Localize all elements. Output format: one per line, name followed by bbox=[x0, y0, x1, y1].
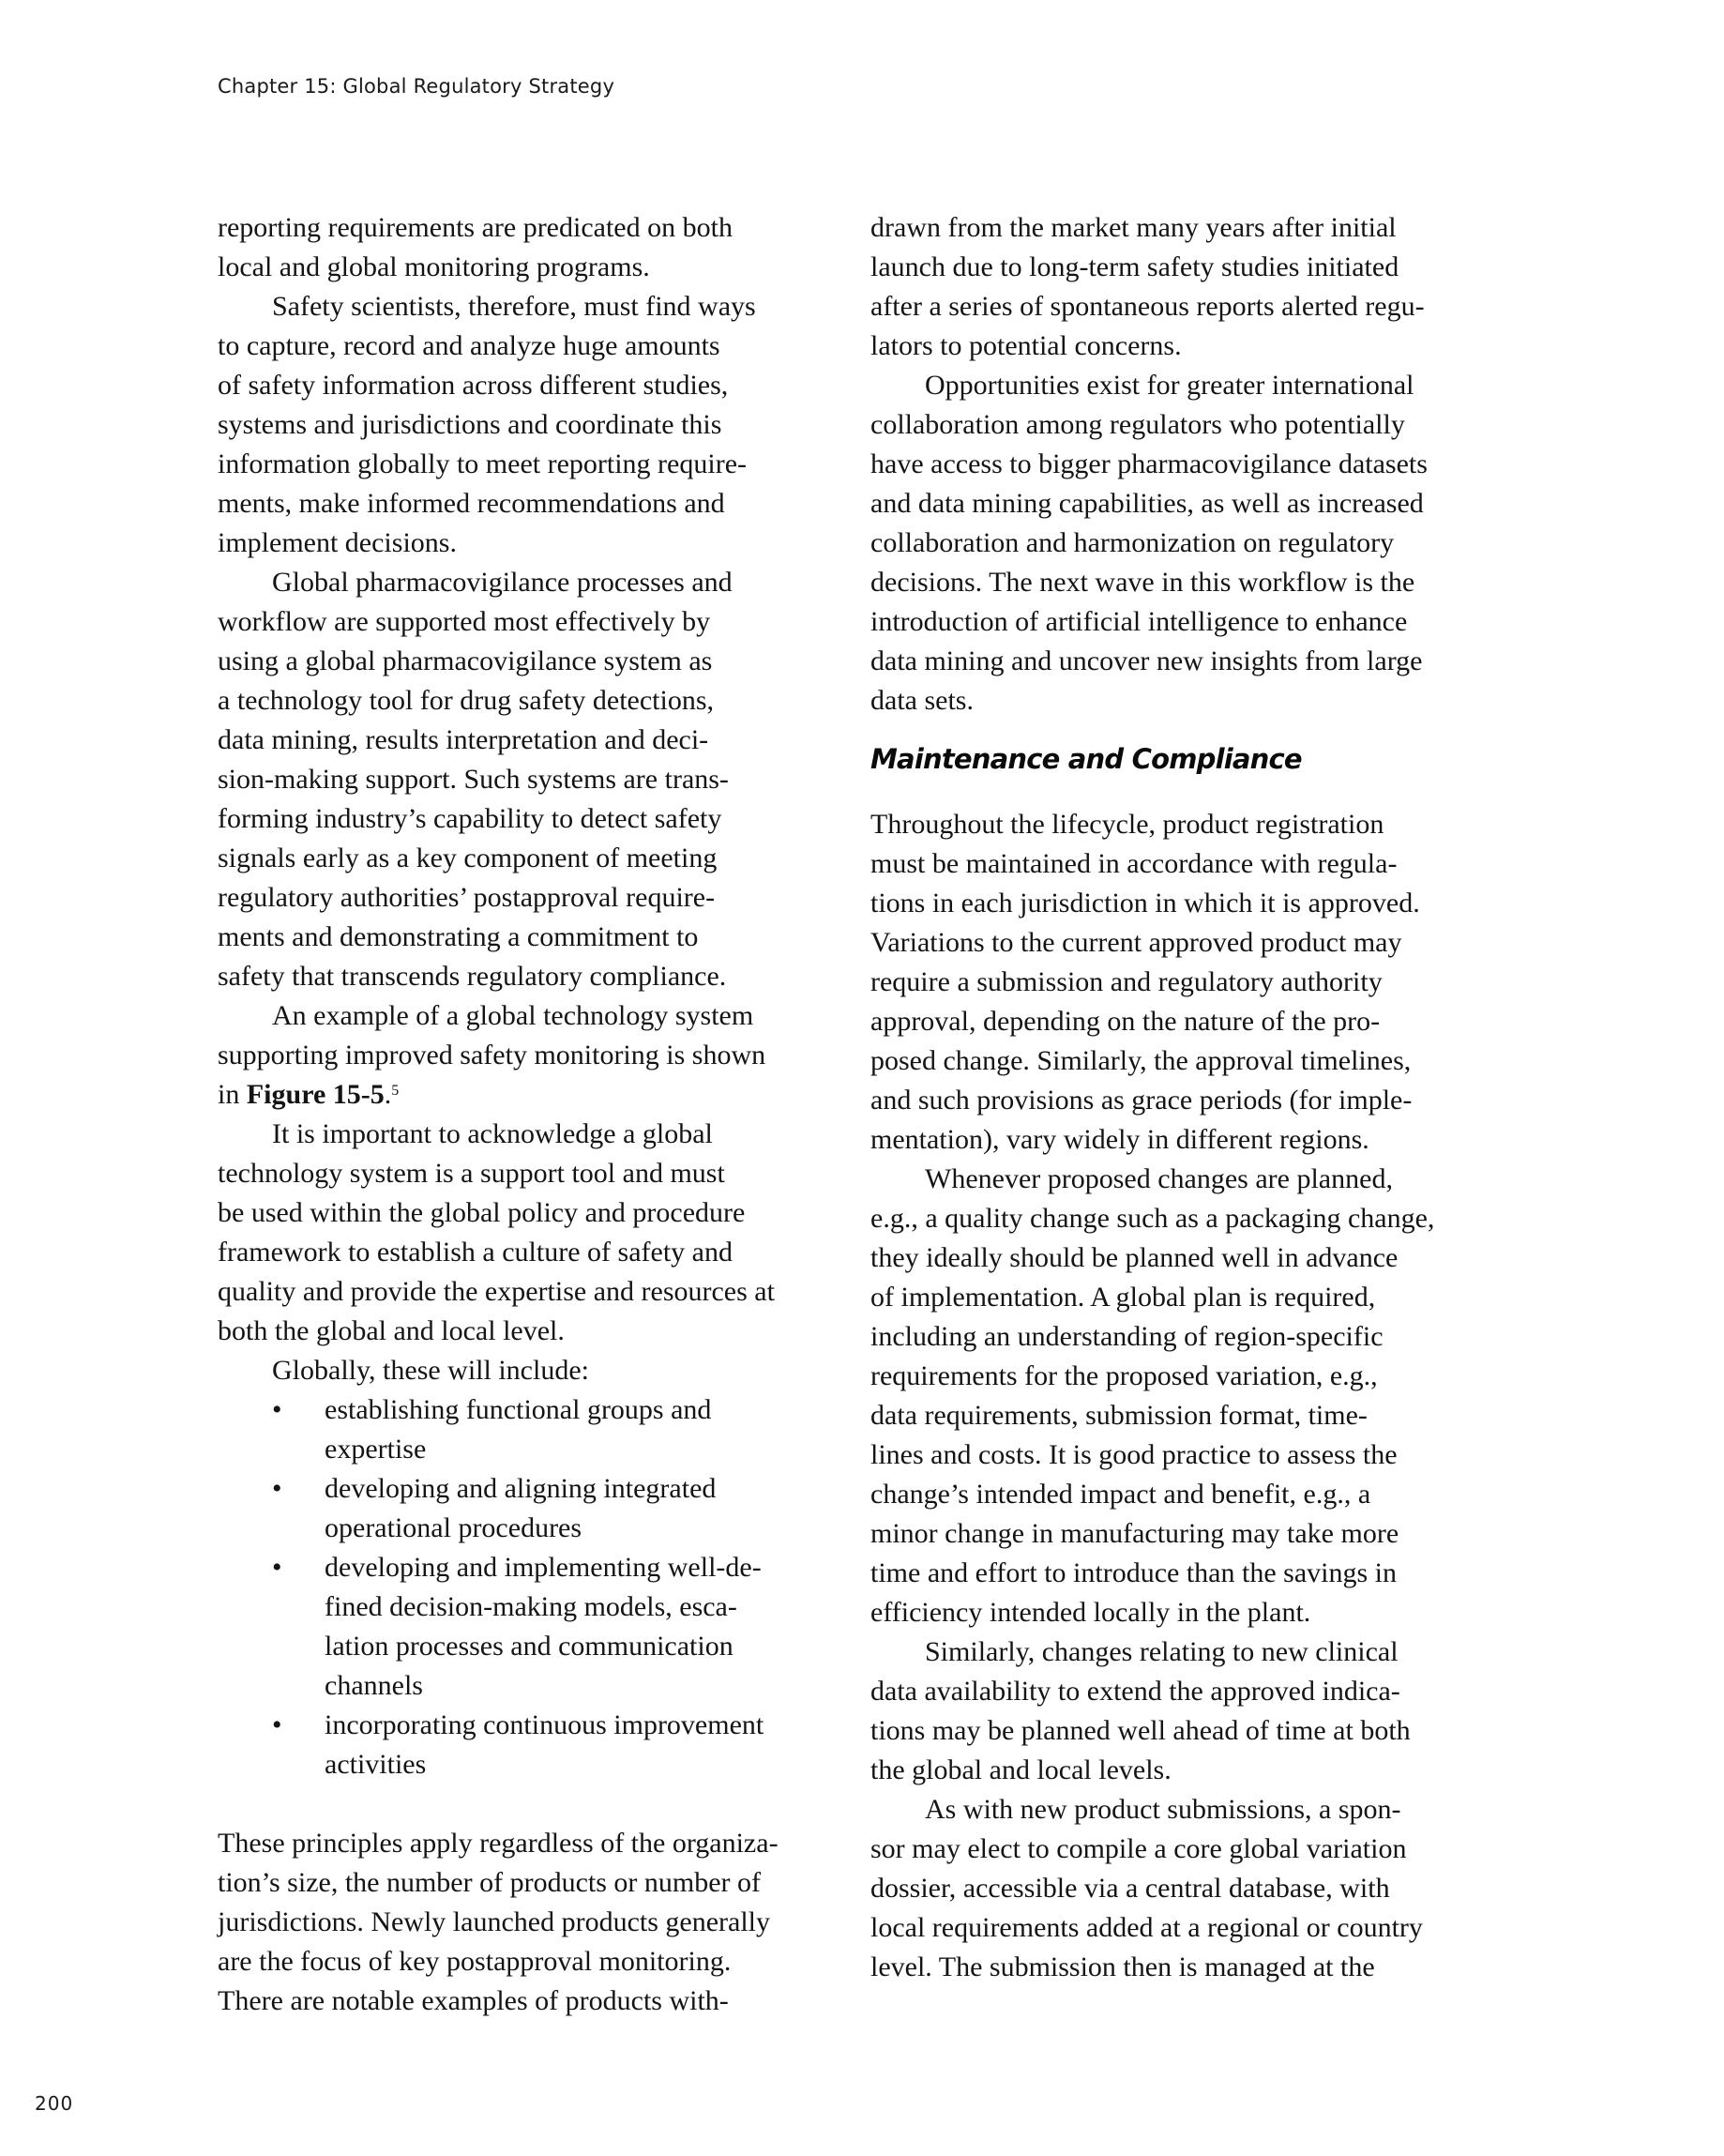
text-line: implement decisions. bbox=[218, 527, 457, 558]
list-item-text: activities bbox=[325, 1749, 427, 1780]
text-line: It is important to acknowledge a global bbox=[272, 1118, 713, 1149]
text-line bbox=[218, 1627, 827, 1666]
text-line: of safety information across different studies, bbox=[218, 370, 729, 401]
text-line: they ideally should be planned well in advance bbox=[870, 1242, 1399, 1273]
text-line: data sets. bbox=[870, 685, 974, 716]
text-line: tions in each jurisdiction in which it is approved. bbox=[870, 888, 1420, 919]
paragraph bbox=[218, 1115, 827, 1351]
text-line: efficiency intended locally in the plant. bbox=[870, 1597, 1311, 1628]
list-item bbox=[218, 1706, 827, 1784]
text-line: Variations to the current approved product may bbox=[870, 927, 1402, 958]
text-line: dossier, accessible via a central database, with bbox=[870, 1873, 1390, 1904]
text-line: collaboration and harmonization on regulatory bbox=[870, 527, 1395, 558]
text-line bbox=[218, 1587, 827, 1627]
text-line: using a global pharmacovigilance system as bbox=[218, 645, 713, 676]
paragraph bbox=[870, 366, 1490, 721]
text-line: workflow are supported most effectively by bbox=[218, 606, 711, 637]
paragraph bbox=[218, 996, 827, 1115]
text-line: are the focus of key postapproval monitoring. bbox=[218, 1946, 732, 1977]
text-line bbox=[218, 1430, 827, 1469]
text-line: tion’s size, the number of products or number of bbox=[218, 1867, 762, 1898]
list-item-text: expertise bbox=[325, 1434, 427, 1465]
text-line: Opportunities exist for greater international bbox=[925, 370, 1414, 401]
text-line: drawn from the market many years after initial bbox=[870, 212, 1397, 243]
list-item bbox=[218, 1469, 827, 1548]
text-line: a technology tool for drug safety detections, bbox=[218, 685, 715, 716]
footnote-marker[interactable]: 5 bbox=[391, 1083, 400, 1099]
text-line: must be maintained in accordance with regula- bbox=[870, 848, 1398, 879]
text-line: minor change in manufacturing may take more bbox=[870, 1518, 1399, 1549]
paragraph bbox=[218, 1351, 827, 1390]
text-line: and data mining capabilities, as well as increased bbox=[870, 488, 1424, 519]
text-line: data mining, results interpretation and deci- bbox=[218, 724, 709, 755]
text-fragment: . bbox=[384, 1079, 392, 1110]
text-fragment: in bbox=[218, 1079, 247, 1110]
text-line: tions may be planned well ahead of time at both bbox=[870, 1715, 1411, 1746]
list-item-text: developing and implementing well-de- bbox=[325, 1552, 762, 1583]
text-line: local and global monitoring programs. bbox=[218, 251, 650, 282]
text-line bbox=[218, 1390, 827, 1430]
figure-reference-link[interactable]: Figure 15-5 bbox=[246, 1079, 385, 1110]
bullet-icon: • bbox=[272, 1709, 282, 1740]
text-line: Similarly, changes relating to new clinical bbox=[925, 1636, 1399, 1667]
list-item-text: lation processes and communication bbox=[325, 1631, 733, 1662]
text-line: As with new product submissions, a spon- bbox=[925, 1794, 1401, 1825]
text-line: systems and jurisdictions and coordinate this bbox=[218, 409, 722, 440]
paragraph bbox=[218, 208, 827, 287]
text-line: lators to potential concerns. bbox=[870, 330, 1182, 361]
text-line bbox=[218, 1548, 827, 1587]
text-line: collaboration among regulators who potentially bbox=[870, 409, 1405, 440]
text-line: posed change. Similarly, the approval timelines, bbox=[870, 1045, 1412, 1076]
text-line: decisions. The next wave in this workflow is the bbox=[870, 567, 1415, 598]
text-line: to capture, record and analyze huge amounts bbox=[218, 330, 720, 361]
text-line: lines and costs. It is good practice to assess the bbox=[870, 1439, 1398, 1470]
text-line bbox=[218, 1666, 827, 1706]
paragraph bbox=[870, 805, 1490, 1160]
paragraph bbox=[218, 1824, 827, 2021]
bullet-icon: • bbox=[272, 1394, 282, 1425]
text-line: and such provisions as grace periods (for imple- bbox=[870, 1085, 1413, 1116]
text-line: forming industry’s capability to detect safety bbox=[218, 803, 722, 834]
text-line: have access to bigger pharmacovigilance datasets bbox=[870, 448, 1428, 479]
text-line: jurisdictions. Newly launched products generally bbox=[218, 1906, 771, 1937]
text-line: change’s intended impact and benefit, e.g., a bbox=[870, 1479, 1371, 1510]
text-line: the global and local levels. bbox=[870, 1754, 1172, 1785]
text-line: e.g., a quality change such as a packaging change, bbox=[870, 1203, 1435, 1234]
text-line: time and effort to introduce than the savings in bbox=[870, 1557, 1397, 1588]
text-line bbox=[218, 1509, 827, 1548]
paragraph bbox=[218, 563, 827, 996]
right-column bbox=[870, 208, 1490, 1987]
paragraph bbox=[870, 1632, 1490, 1790]
list-item-text: channels bbox=[325, 1670, 423, 1701]
text-line bbox=[218, 1075, 827, 1115]
text-line: These principles apply regardless of the organiza- bbox=[218, 1828, 779, 1859]
text-line: level. The submission then is managed at the bbox=[870, 1951, 1375, 1982]
text-line: regulatory authorities’ postapproval require- bbox=[218, 882, 716, 913]
text-line: data requirements, submission format, time- bbox=[870, 1400, 1368, 1431]
text-line: reporting requirements are predicated on both bbox=[218, 212, 733, 243]
list-item bbox=[218, 1390, 827, 1469]
text-line: safety that transcends regulatory compliance. bbox=[218, 961, 727, 992]
text-line: of implementation. A global plan is required, bbox=[870, 1282, 1376, 1313]
text-line: technology system is a support tool and must bbox=[218, 1158, 725, 1189]
section-heading: Maintenance and Compliance bbox=[870, 743, 1302, 775]
text-line: after a series of spontaneous reports alerted regu- bbox=[870, 291, 1425, 322]
list-item-text: fined decision-making models, esca- bbox=[325, 1591, 737, 1622]
text-line: approval, depending on the nature of the pro- bbox=[870, 1006, 1381, 1037]
text-line: be used within the global policy and procedure bbox=[218, 1197, 746, 1228]
spacer bbox=[218, 1784, 827, 1824]
text-line: require a submission and regulatory authority bbox=[870, 966, 1383, 997]
bullet-icon: • bbox=[272, 1473, 282, 1504]
text-line: An example of a global technology system bbox=[272, 1000, 754, 1031]
text-line: signals early as a key component of meeting bbox=[218, 843, 718, 873]
paragraph bbox=[218, 287, 827, 563]
paragraph bbox=[870, 1160, 1490, 1632]
list-item bbox=[218, 1548, 827, 1706]
text-line: sion-making support. Such systems are trans- bbox=[218, 764, 729, 795]
text-line: including an understanding of region-specific bbox=[870, 1321, 1384, 1352]
text-line: launch due to long-term safety studies initiated bbox=[870, 251, 1399, 282]
text-line: framework to establish a culture of safety and bbox=[218, 1237, 733, 1268]
text-line: Globally, these will include: bbox=[272, 1355, 589, 1386]
text-line: ments and demonstrating a commitment to bbox=[218, 921, 699, 952]
paragraph bbox=[870, 208, 1490, 366]
text-line: There are notable examples of products with- bbox=[218, 1985, 729, 2016]
list-item-text: developing and aligning integrated bbox=[325, 1473, 717, 1504]
text-line: mentation), vary widely in different regions. bbox=[870, 1124, 1369, 1155]
text-line: sor may elect to compile a core global variation bbox=[870, 1833, 1407, 1864]
list-item-text: establishing functional groups and bbox=[325, 1394, 712, 1425]
running-head: Chapter 15: Global Regulatory Strategy bbox=[218, 75, 615, 98]
text-line: Throughout the lifecycle, product registration bbox=[870, 809, 1384, 840]
text-line: both the global and local level. bbox=[218, 1315, 565, 1346]
text-line bbox=[218, 1745, 827, 1784]
text-line: data availability to extend the approved indica- bbox=[870, 1676, 1400, 1707]
text-line: Safety scientists, therefore, must find ways bbox=[272, 291, 756, 322]
list-item-text: operational procedures bbox=[325, 1512, 582, 1543]
text-line bbox=[218, 1706, 827, 1745]
list-item-text: incorporating continuous improvement bbox=[325, 1709, 764, 1740]
text-line: introduction of artificial intelligence to enhance bbox=[870, 606, 1408, 637]
page-number: 200 bbox=[35, 2092, 74, 2115]
text-line: quality and provide the expertise and resources at bbox=[218, 1276, 775, 1307]
text-line: local requirements added at a regional or country bbox=[870, 1912, 1423, 1943]
text-line: Whenever proposed changes are planned, bbox=[925, 1163, 1393, 1194]
paragraph bbox=[870, 1790, 1490, 1987]
bullet-list bbox=[218, 1390, 827, 1784]
text-line: Global pharmacovigilance processes and bbox=[272, 567, 733, 598]
text-line: ments, make informed recommendations and bbox=[218, 488, 725, 519]
text-line: information globally to meet reporting require- bbox=[218, 448, 747, 479]
text-line: data mining and uncover new insights from large bbox=[870, 645, 1423, 676]
text-line: supporting improved safety monitoring is shown bbox=[218, 1040, 766, 1070]
bullet-icon: • bbox=[272, 1552, 282, 1583]
text-line: requirements for the proposed variation, e.g., bbox=[870, 1360, 1378, 1391]
text-line bbox=[218, 1469, 827, 1509]
left-column bbox=[218, 208, 827, 2021]
